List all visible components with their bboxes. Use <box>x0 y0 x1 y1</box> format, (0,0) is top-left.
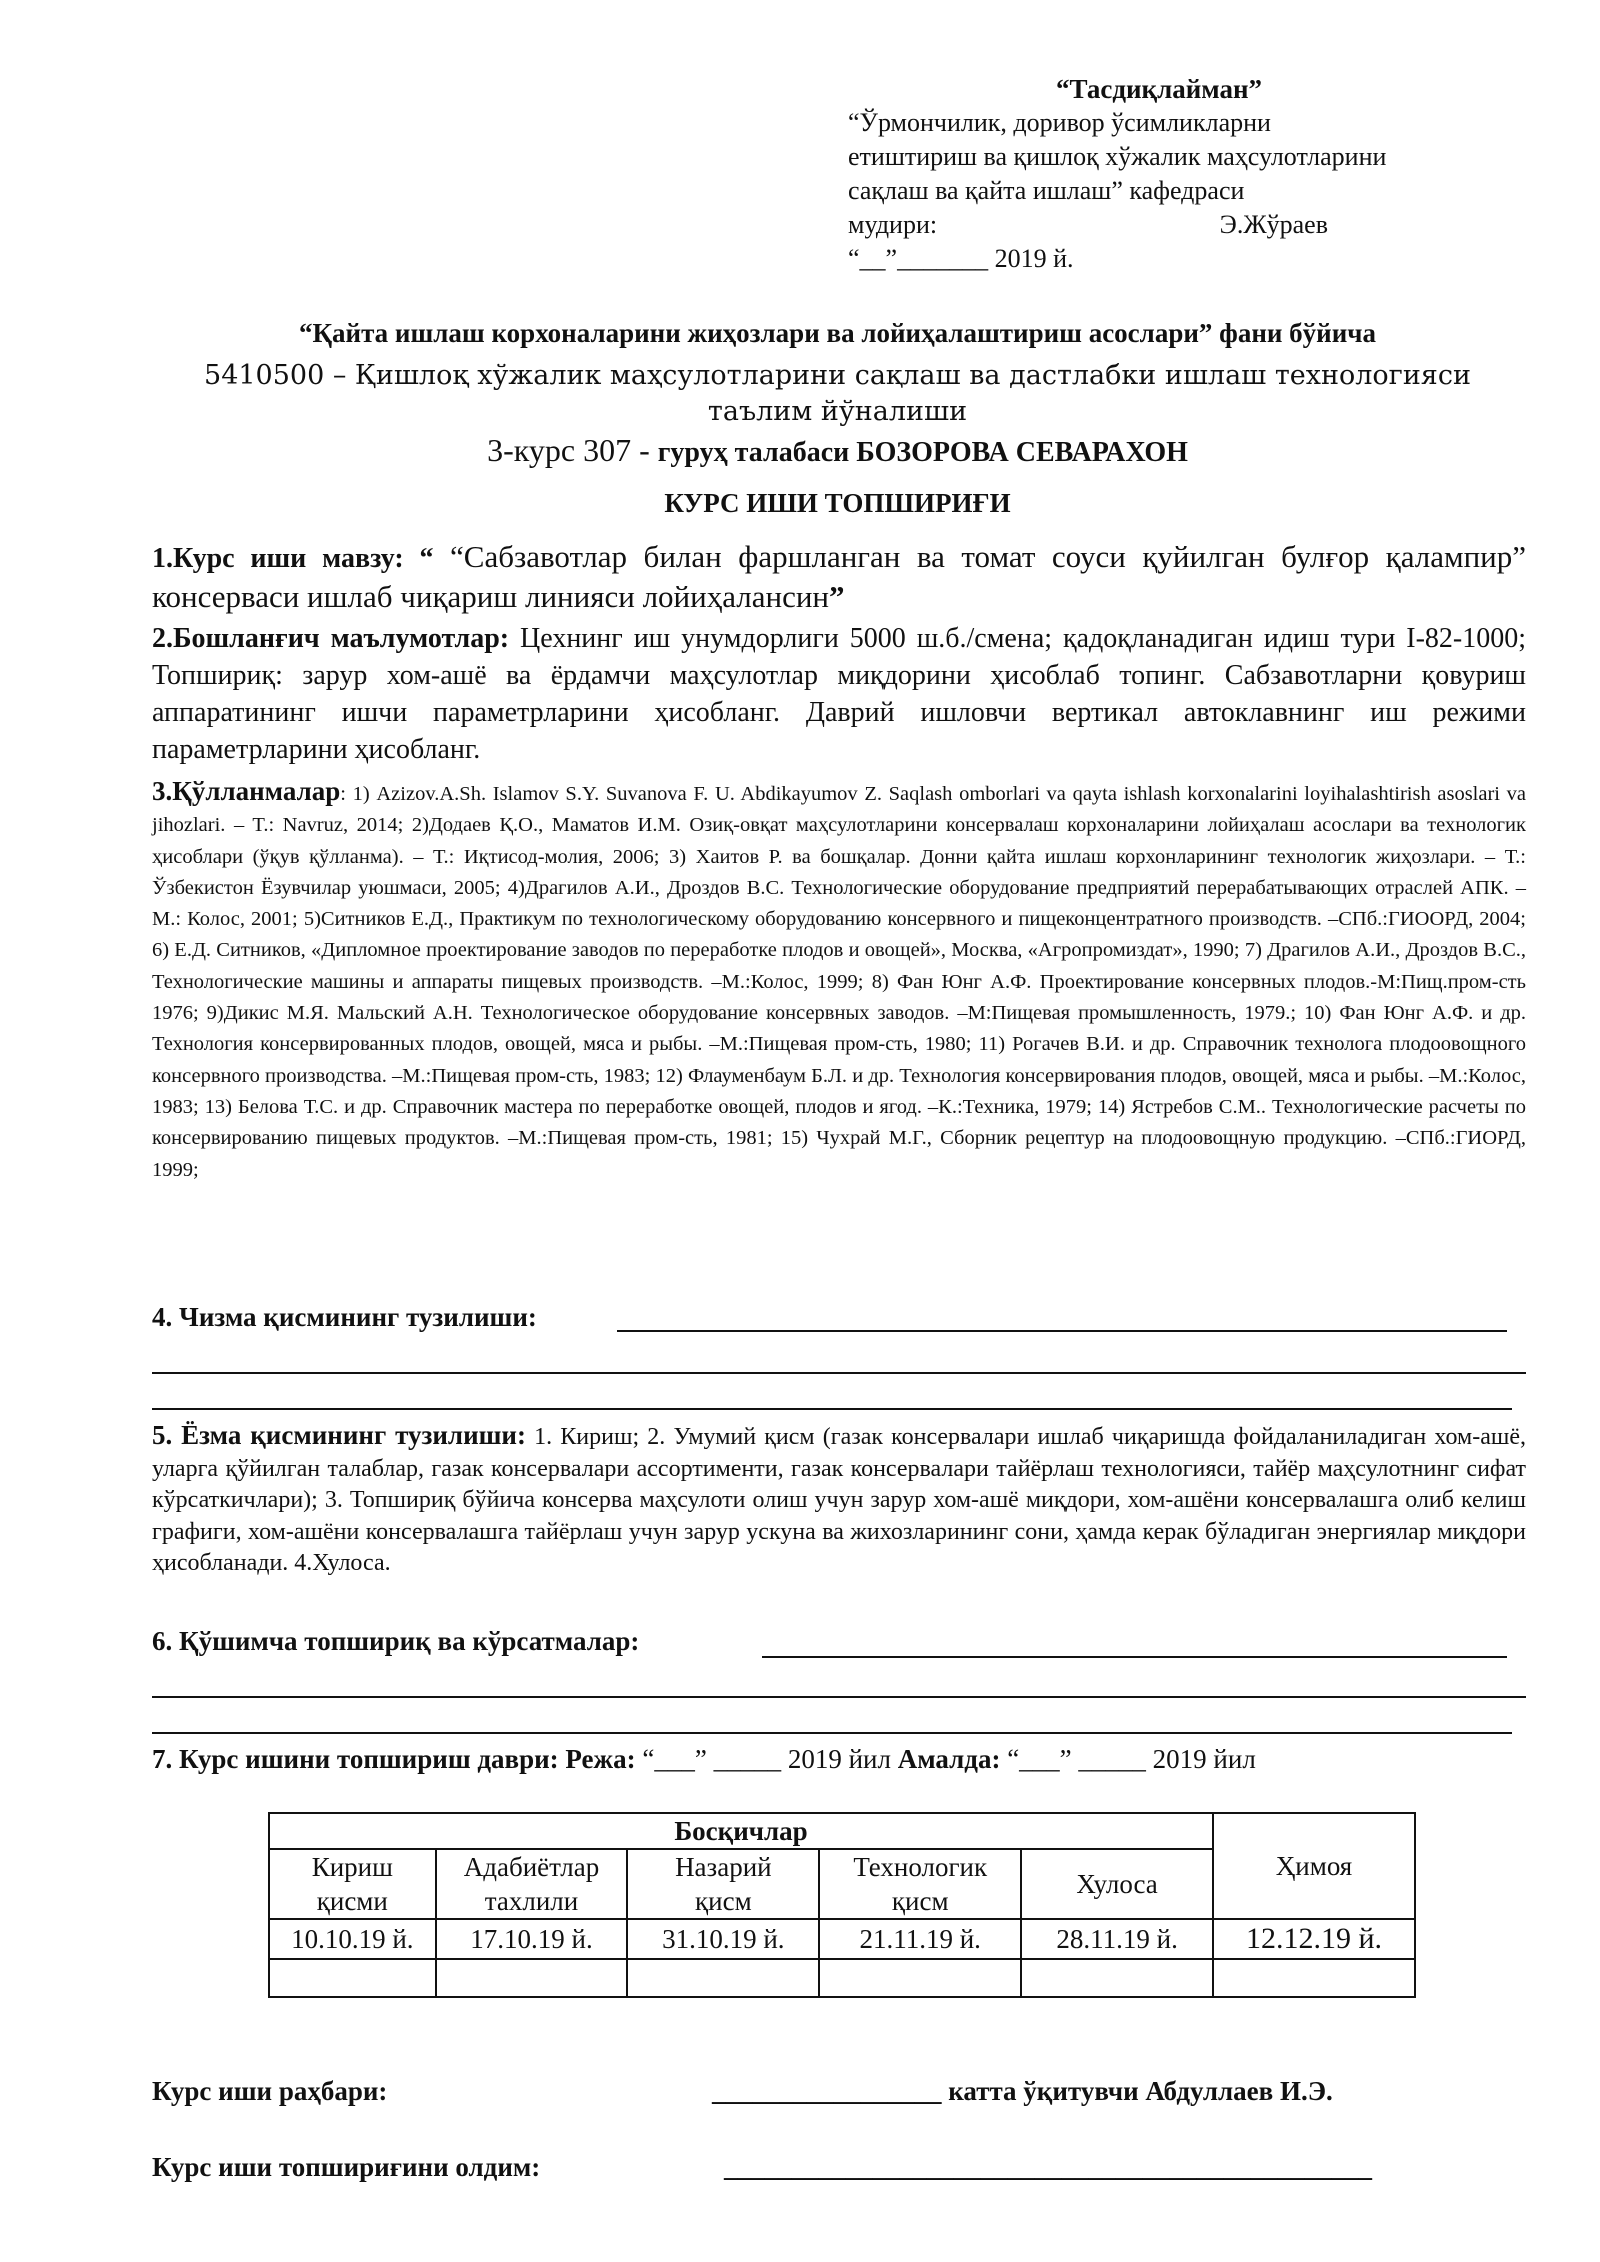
direction-text: 5410500 – Қишлоқ хўжалик маҳсулотларини сақлаш ва дастлабки ишлаш технологияси таълим йўналиши <box>204 360 1471 427</box>
stages-table <box>268 1812 1416 1998</box>
stage-empty-cell <box>627 1959 819 1997</box>
section-drawing-label: 4. Чизма қисмининг тузилиши: <box>152 1302 537 1332</box>
stages-group-header: Босқичлар <box>269 1813 1213 1849</box>
supervisor-name: катта ўқитувчи Абдуллаев И.Э. <box>948 2076 1333 2106</box>
student-line <box>150 432 1525 469</box>
defense-date: 12.12.19 й. <box>1213 1919 1415 1959</box>
section-topic-end: ” <box>829 579 845 614</box>
stage-empty-cell <box>819 1959 1021 1997</box>
fill-line <box>762 1656 1507 1658</box>
fill-line <box>152 1372 1526 1374</box>
section-written-part <box>152 1420 1526 1580</box>
section-written-part-text: 1. Кириш; 2. Умумий қисм (газак консервалари ишлаб чиқаришда фойдаланиладиган хом-ашё, уларга қўйилган талаблар, газак консервалари ассортименти, газак консервалари тайёрлаш технологияси, тайёр маҳсулотнинг сифат кўрсаткичлари); 3. Топшириқ бўйича консерва маҳсулоти олиш учун зарур хом-ашё миқдори, хом-ашёни консервалашга олиб келиш графиги, хом-ашёни консервалашга тайёрлаш учун зарур ускуна ва жихозларининг сони, ҳамда керак бўладиган энергиялар миқдори ҳисобланади. 4.Хулоса. <box>152 1424 1526 1576</box>
fill-line <box>152 1732 1512 1734</box>
stage-empty-cell <box>436 1959 628 1997</box>
stage-empty-cell <box>1021 1959 1213 1997</box>
section-topic <box>152 538 1526 616</box>
student-group-name: гуруҳ талабаси БОЗОРОВА СЕВАРАХОН <box>657 437 1188 468</box>
task-title: КУРС ИШИ ТОПШИРИҒИ <box>664 488 1011 518</box>
stage-date: 21.11.19 й. <box>819 1919 1021 1959</box>
student-course: 3-курс 307 - <box>487 432 650 468</box>
fill-line <box>617 1330 1507 1332</box>
approval-line: “Ўрмончилик, доривор ўсимликларни <box>848 108 1271 137</box>
approval-line: етиштириш ва қишлоқ хўжалик маҳсулотларини <box>848 142 1387 171</box>
section-topic-text: “Сабзавотлар билан фаршланган ва томат соуси қуйилган булғор қалампир” консерваси ишлаб чиқариш линияси лойиҳалансин <box>152 539 1527 614</box>
approval-date: “__”_______ 2019 й. <box>848 244 1074 273</box>
subject-title: “Қайта ишлаш корхоналарини жиҳозлари ва лойиҳалаштириш асослари” фани бўйича <box>298 318 1377 348</box>
fill-line <box>152 1408 1512 1410</box>
supervisor-label: Курс иши раҳбари: <box>152 2076 388 2106</box>
section-references-text: : 1) Azizov.A.Sh. Islamov S.Y. Suvanova F. U. Abdikayumov Z. Saqlash omborlari va qayta ishlash korxonalarini loyihalashtirish asoslari va jihozlari. – T.: Navruz, 2014; 2)Додаев Қ.О., Маматов И.М. Озиқ-овқат маҳсулотларини консервалаш корхоналарини лойиҳалаш асослари ва технологик ҳисоблари (ўқув қўлланма). – Т.: Иқтисод-молия, 2006; 3) Хаитов Р. ва бошқалар. Донни қайта ишлаш корхонларининг технологик жиҳозлари. – Т.: Ўзбекистон Ёзувчилар уюшмаси, 2005; 4)Драгилов А.И., Дроздов В.С. Технологические оборудование предприятий перерабатывающих отраслей АПК. – М.: Колос, 2001; 5)Ситников Е.Д., Практикум по технологическому оборудованию консервного и пищеконцентратного производств. –СПб.:ГИООРД, 2004; 6) Е.Д. Ситников, «Дипломное проектирование заводов по переработке плодов и овощей», Москва, «Агропромиздат», 1990; 7) Драгилов А.И., Дроздов В.С., Технологические машины и аппараты пищевых производств. –М.:Колос, 1999; 8) Фан Юнг А.Ф. Проектирование консервных плодов.-М:Пищ.пром-сть 1976; 9)Дикис М.Я. Мальский А.Н. Технологическое оборудование консервных заводов. –М:Пищевая промышленность, 1979.; 10) Фан Юнг А.Ф. и др. Технология консервированных плодов, овощей, мяса и рыбы. –М.:Пищевая пром-сть, 1980; 11) Рогачев В.И. и др. Справочник технолога плодоовощного консервного производства. –М.:Пищевая пром-сть, 1983; 12) Флауменбаум Б.Л. и др. Технология консервирования плодов, овощей, мяса и рыбы. –М.:Колос, 1983; 13) Белова Т.С. и др. Справочник мастера по переработке овощей, плодов и ягод. –К.:Техника, 1979; 14) Ястребов С.М.. Технологические расчеты по консервированию пищевых продуктов. –М.:Пищевая пром-сть, 1981; 15) Чухрай М.Г., Сборник рецептур на плодоовощную продукцию. –СПб.:ГИОРД, 1999; <box>152 783 1526 1181</box>
approval-signature-row <box>848 208 1488 242</box>
approval-block <box>848 72 1488 276</box>
approval-heading: “Тасдиқлайман” <box>1056 74 1263 104</box>
actual-date: “___” _____ 2019 йил <box>1007 1744 1256 1774</box>
stage-header: Хулоса <box>1021 1849 1213 1919</box>
received-blank: ________________________________________________ <box>724 2152 1372 2182</box>
section-written-part-label: 5. Ёзма қисмининг тузилиши: <box>152 1420 526 1450</box>
approval-signatory: Э.Жўраев <box>1219 210 1328 239</box>
section-initial-data <box>152 620 1526 768</box>
stage-date: 10.10.19 й. <box>269 1919 436 1959</box>
stage-date: 31.10.19 й. <box>627 1919 819 1959</box>
supervisor-blank: _________________ <box>712 2076 942 2106</box>
stage-date: 17.10.19 й. <box>436 1919 628 1959</box>
approval-line: сақлаш ва қайта ишлаш” кафедраси <box>848 176 1245 205</box>
section-initial-data-label: 2.Бошланғич маълумотлар: <box>152 623 510 654</box>
stage-date: 28.11.19 й. <box>1021 1919 1213 1959</box>
section-references <box>152 776 1526 1186</box>
stage-empty-cell <box>1213 1959 1415 1997</box>
stage-header: Технологик қисм <box>819 1849 1021 1919</box>
plan-date: “___” _____ 2019 йил <box>642 1744 891 1774</box>
section-references-label: 3.Қўлланмалар <box>152 776 341 806</box>
section-additional-label: 6. Қўшимча топшириқ ва кўрсатмалар: <box>152 1626 640 1656</box>
stage-header: Кириш қисми <box>269 1849 436 1919</box>
supervisor-block <box>712 2076 1333 2107</box>
received-label: Курс иши топшириғини олдим: <box>152 2152 541 2182</box>
supervisor-signature <box>152 2076 1333 2107</box>
fill-line <box>152 1696 1526 1698</box>
section-topic-label: 1.Курс иши мавзу: “ <box>152 543 434 574</box>
received-signature <box>152 2152 1372 2183</box>
section-initial-data-text: Цехнинг иш унумдорлиги 5000 ш.б./смена; қадоқланадиган идиш тури I-82-1000; Топшириқ: зарур хом-ашё ва ёрдамчи маҳсулотлар миқдорини ҳисоблаб топинг. Сабзавотларни қовуриш аппаратининг ишчи параметрларини ҳисобланг. Даврий ишловчи вертикал автоклавнинг иш режими параметрларини ҳисобланг. <box>152 623 1526 765</box>
stage-header: Адабиётлар тахлили <box>436 1849 628 1919</box>
section-deadline <box>152 1744 1256 1775</box>
defense-header: Ҳимоя <box>1213 1813 1415 1919</box>
stage-empty-cell <box>269 1959 436 1997</box>
approval-position: мудири: <box>848 210 938 239</box>
section-deadline-label: 7. Курс ишини топшириш даври: Режа: <box>152 1744 636 1774</box>
actual-label: Амалда: <box>897 1744 1001 1774</box>
stage-header: Назарий қисм <box>627 1849 819 1919</box>
